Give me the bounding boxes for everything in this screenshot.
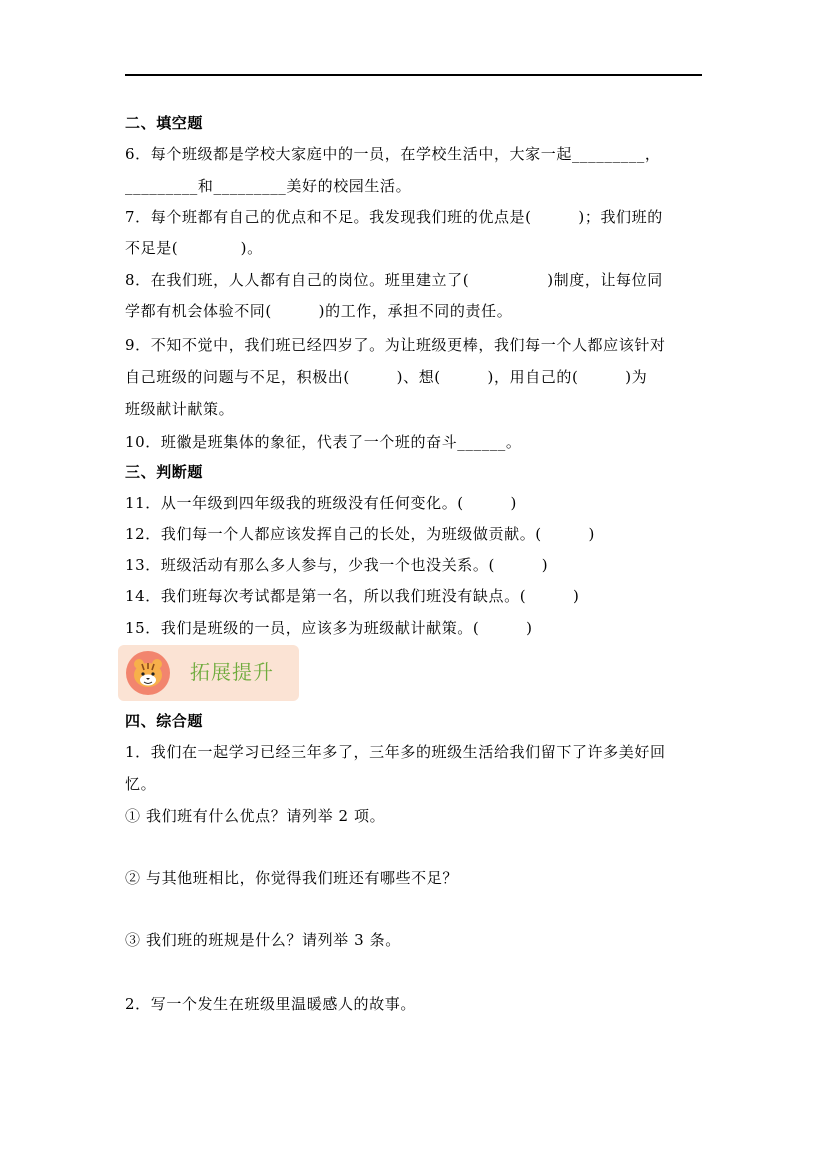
question-line: 忆。 (125, 775, 157, 793)
question-line: _________和_________美好的校园生活。 (125, 177, 412, 195)
question-line: 6．每个班级都是学校大家庭中的一员，在学校生活中，大家一起_________， (125, 145, 661, 163)
question-line: 班级献计献策。 (125, 400, 235, 418)
question-line: 10．班徽是班集体的象征，代表了一个班的奋斗______。 (125, 433, 522, 451)
sub-question: ② 与其他班相比，你觉得我们班还有哪些不足？ (125, 869, 458, 887)
section-heading-comprehensive: 四、综合题 (125, 712, 204, 730)
sub-question: ③ 我们班的班规是什么？请列举 3 条。 (125, 931, 401, 949)
sub-question: ① 我们班有什么优点？请列举 2 项。 (125, 807, 386, 825)
tiger-face-icon (126, 651, 170, 695)
banner-title: 拓展提升 (190, 660, 274, 684)
header-rule (125, 74, 702, 76)
question-line: 12．我们每一个人都应该发挥自己的长处，为班级做贡献。( ) (125, 525, 595, 543)
question-line: 不足是( )。 (125, 239, 263, 257)
question-line: 13．班级活动有那么多人参与，少我一个也没关系。( ) (125, 556, 549, 574)
question-line: 9．不知不觉中，我们班已经四岁了。为让班级更棒，我们每一个人都应该针对 (125, 336, 666, 354)
question-line: 2．写一个发生在班级里温暖感人的故事。 (125, 995, 416, 1013)
question-line: 7．每个班都有自己的优点和不足。我发现我们班的优点是( )；我们班的 (125, 208, 663, 226)
section-heading-fill-blank: 二、填空题 (125, 114, 204, 132)
question-line: 14．我们班每次考试都是第一名，所以我们班没有缺点。( ) (125, 587, 580, 605)
question-line: 学都有机会体验不同( )的工作，承担不同的责任。 (125, 302, 513, 320)
question-line: 8．在我们班，人人都有自己的岗位。班里建立了( )制度，让每位同 (125, 271, 663, 289)
question-line: 1．我们在一起学习已经三年多了，三年多的班级生活给我们留下了许多美好回 (125, 743, 666, 761)
extension-banner (118, 645, 299, 701)
question-line: 11．从一年级到四年级我的班级没有任何变化。( ) (125, 494, 517, 512)
section-heading-judge: 三、判断题 (125, 463, 204, 481)
question-line: 自己班级的问题与不足，积极出( )、想( )，用自己的( )为 (125, 368, 648, 386)
question-line: 15．我们是班级的一员，应该多为班级献计献策。( ) (125, 619, 533, 637)
